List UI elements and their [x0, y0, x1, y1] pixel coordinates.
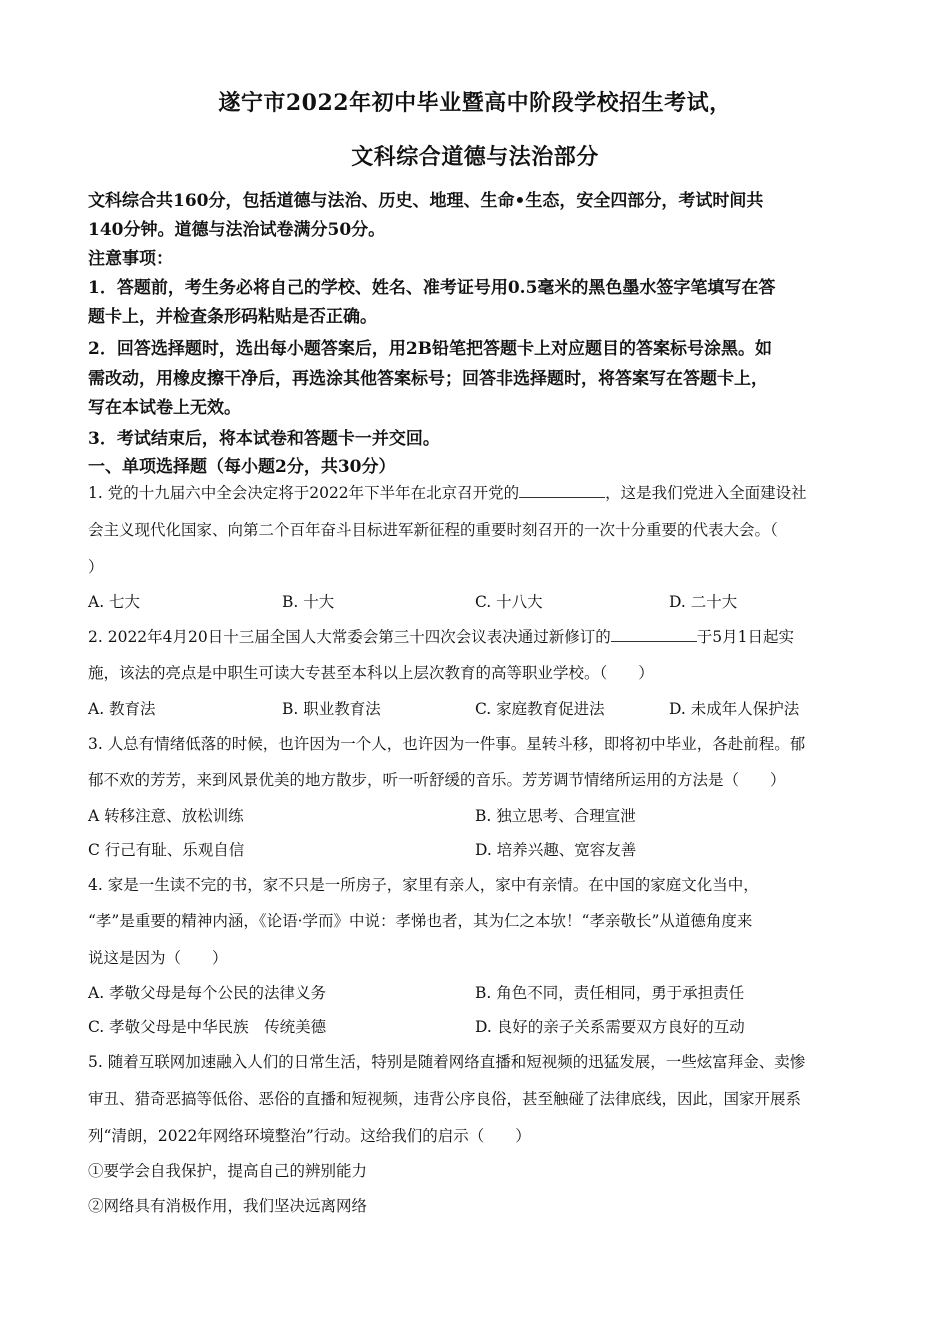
question-5-line2: 审丑、猎奇恶搞等低俗、恶俗的直播和短视频，违背公序良俗，甚至触碰了法律底线，因此，国家开展系 [88, 1090, 802, 1108]
question-3-line1: 3. 人总有情绪低落的时候，也许因为一个人，也许因为一件事。星转斗移，即将初中毕业，各赴前程。郁 [88, 735, 806, 753]
answer-blank [519, 483, 605, 498]
q1-option-d: D. 二十大 [669, 593, 738, 611]
note-1a: 1．答题前，考生务必将自己的学校、姓名、准考证号用0.5毫米的黑色墨水签字笔填写在答 [88, 278, 776, 298]
q1-option-c: C. 十八大 [475, 593, 543, 611]
q3-option-c: C 行己有耻、乐观自信 [88, 841, 245, 859]
q4-option-a: A. 孝敬父母是每个公民的法律义务 [88, 984, 327, 1002]
q3-option-b: B. 独立思考、合理宣泄 [475, 807, 636, 825]
q3-option-a: A 转移注意、放松训练 [88, 807, 244, 825]
exam-title-line1: 遂宁市2022年初中毕业暨高中阶段学校招生考试， [218, 90, 732, 116]
question-1-line2: 会主义现代化国家、向第二个百年奋斗目标进军新征程的重要时刻召开的一次十分重要的代表大会。（ [88, 521, 778, 539]
q1-option-a: A. 七大 [88, 593, 141, 611]
note-2a: 2．回答选择题时，选出每小题答案后，用2B铅笔把答题卡上对应题目的答案标号涂黑。如 [88, 339, 773, 359]
question-1-line3: ） [88, 558, 104, 576]
note-2b: 需改动，用橡皮擦干净后，再选涂其他答案标号；回答非选择题时，将答案写在答题卡上， [88, 369, 768, 389]
q3-option-d: D. 培养兴趣、宽容友善 [475, 841, 637, 859]
question-2-text-b: 于5月1日起实 [696, 628, 794, 646]
question-2-text-a: 2. 2022年4月20日十三届全国人大常委会第三十四次会议表决通过新修订的 [88, 628, 611, 646]
question-1-line1 [88, 481, 807, 503]
question-4-line1: 4. 家是一生读不完的书，家不只是一所房子，家里有亲人，家中有亲情。在中国的家庭文化当中， [88, 876, 759, 894]
q4-option-c: C. 孝敬父母是中华民族 传统美德 [88, 1018, 327, 1036]
note-3: 3．考试结束后，将本试卷和答题卡一并交回。 [88, 429, 440, 449]
q4-option-b: B. 角色不同，责任相同，勇于承担责任 [475, 984, 745, 1002]
question-1-text-b: ，这是我们党进入全面建设社 [605, 484, 807, 502]
q2-option-d: D. 未成年人保护法 [669, 700, 800, 718]
section-heading: 一、单项选择题（每小题2分，共30分） [88, 457, 396, 477]
q2-option-b: B. 职业教育法 [282, 700, 381, 718]
note-2c: 写在本试卷上无效。 [88, 398, 241, 418]
question-2-line2: 施，该法的亮点是中职生可读大专甚至本科以上层次教育的高等职业学校。（ ） [88, 664, 654, 682]
q2-option-c: C. 家庭教育促进法 [475, 700, 605, 718]
question-4-line3: 说这是因为（ ） [88, 949, 228, 967]
q4-option-d: D. 良好的亲子关系需要双方良好的互动 [475, 1018, 745, 1036]
question-5-statement-2: ②网络具有消极作用，我们坚决远离网络 [88, 1197, 368, 1215]
exam-title-line2: 文科综合道德与法治部分 [351, 144, 599, 170]
question-4-line2: “孝”是重要的精神内涵，《论语·学而》中说：孝悌也者，其为仁之本欤！“孝亲敬长”从道德角度来 [88, 912, 753, 930]
question-1-text-a: 1. 党的十九届六中全会决定将于2022年下半年在北京召开党的 [88, 484, 520, 502]
question-5-line1: 5. 随着互联网加速融入人们的日常生活，特别是随着网络直播和短视频的迅猛发展，一些炫富拜金、卖惨 [88, 1053, 806, 1071]
intro-line1: 文科综合共160分，包括道德与法治、历史、地理、生命•生态，安全四部分，考试时间共 [88, 191, 764, 211]
question-5-statement-1: ①要学会自我保护，提高自己的辨别能力 [88, 1162, 368, 1180]
question-3-line2: 郁不欢的芳芳，来到风景优美的地方散步，听一听舒缓的音乐。芳芳调节情绪所运用的方法是（ ） [88, 771, 786, 789]
answer-blank [611, 627, 697, 642]
q1-option-b: B. 十大 [282, 593, 335, 611]
notes-heading: 注意事项： [88, 249, 173, 269]
q2-option-a: A. 教育法 [88, 700, 156, 718]
intro-line2: 140分钟。道德与法治试卷满分50分。 [88, 220, 386, 240]
question-2-line1 [88, 625, 794, 647]
note-1b: 题卡上，并检查条形码粘贴是否正确。 [88, 307, 377, 327]
question-5-line3: 列“清朗，2022年网络环境整治”行动。这给我们的启示（ ） [88, 1127, 531, 1145]
